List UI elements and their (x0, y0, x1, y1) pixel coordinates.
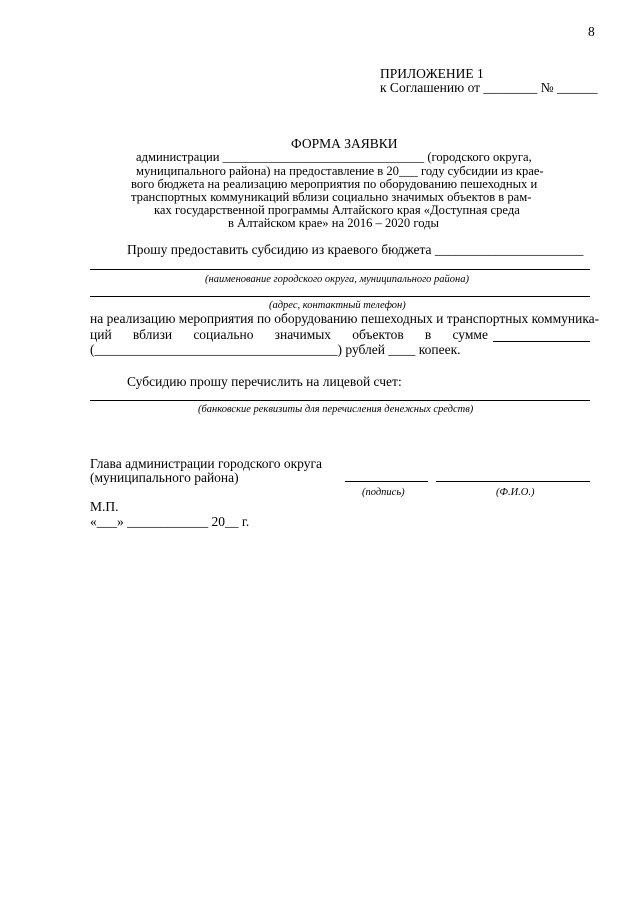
signature-blank-line (345, 481, 428, 482)
caption-fio: (Ф.И.О.) (496, 487, 535, 498)
caption-bank: (банковские реквизиты для перечисления денежных средств) (198, 404, 474, 415)
intro-line: вого бюджета на реализацию мероприятия по оборудованию пешеходных и (131, 177, 538, 191)
purpose-word: сумме (452, 327, 488, 342)
sum-line: (____________________________________) рублей ____ копеек. (90, 342, 461, 357)
appendix-title: ПРИЛОЖЕНИЕ 1 (380, 66, 484, 81)
form-title: ФОРМА ЗАЯВКИ (291, 136, 398, 151)
purpose-word: объектов (352, 327, 404, 342)
head-title-line-2: (муниципального района) (90, 470, 239, 485)
date-line: «___» ____________ 20__ г. (90, 514, 250, 529)
purpose-word: значимых (274, 327, 332, 342)
purpose-line-2 (90, 327, 488, 342)
intro-line: в Алтайском крае» на 2016 – 2020 годы (228, 216, 439, 230)
request-line: Прошу предоставить субсидию из краевого бюджета ______________________ (127, 242, 584, 257)
intro-line: транспортных коммуникаций вблизи социально значимых объектов в рам- (131, 190, 532, 204)
caption-address: (адрес, контактный телефон) (269, 300, 406, 311)
purpose-line-1: на реализацию мероприятия по оборудованию пешеходных и транспортных коммуника- (90, 311, 600, 326)
bank-blank-line (90, 400, 590, 401)
name-blank-line (90, 269, 590, 270)
page-number: 8 (588, 24, 595, 39)
purpose-word: социально (193, 327, 254, 342)
purpose-word: вблизи (132, 327, 173, 342)
intro-line: администрации ________________________________ (городского округа, (136, 150, 532, 164)
stamp-mark: М.П. (90, 499, 119, 514)
appendix-agreement-line: к Соглашению от ________ № ______ (380, 80, 598, 95)
caption-name: (наименование городского округа, муниципального района) (205, 274, 470, 285)
purpose-word: ций (90, 327, 112, 342)
caption-signature: (подпись) (362, 487, 405, 498)
head-title-line-1: Глава администрации городского округа (90, 456, 323, 471)
intro-line: муниципального района) на предоставление в 20___ году субсидии из крае- (136, 164, 544, 178)
fio-blank-line (436, 481, 590, 482)
transfer-line: Субсидию прошу перечислить на лицевой счет: (127, 374, 402, 389)
address-blank-line (90, 296, 590, 297)
sum-blank-line (493, 341, 590, 342)
intro-line: ках государственной программы Алтайского края «Доступная среда (154, 203, 520, 217)
purpose-word: в (424, 327, 432, 342)
